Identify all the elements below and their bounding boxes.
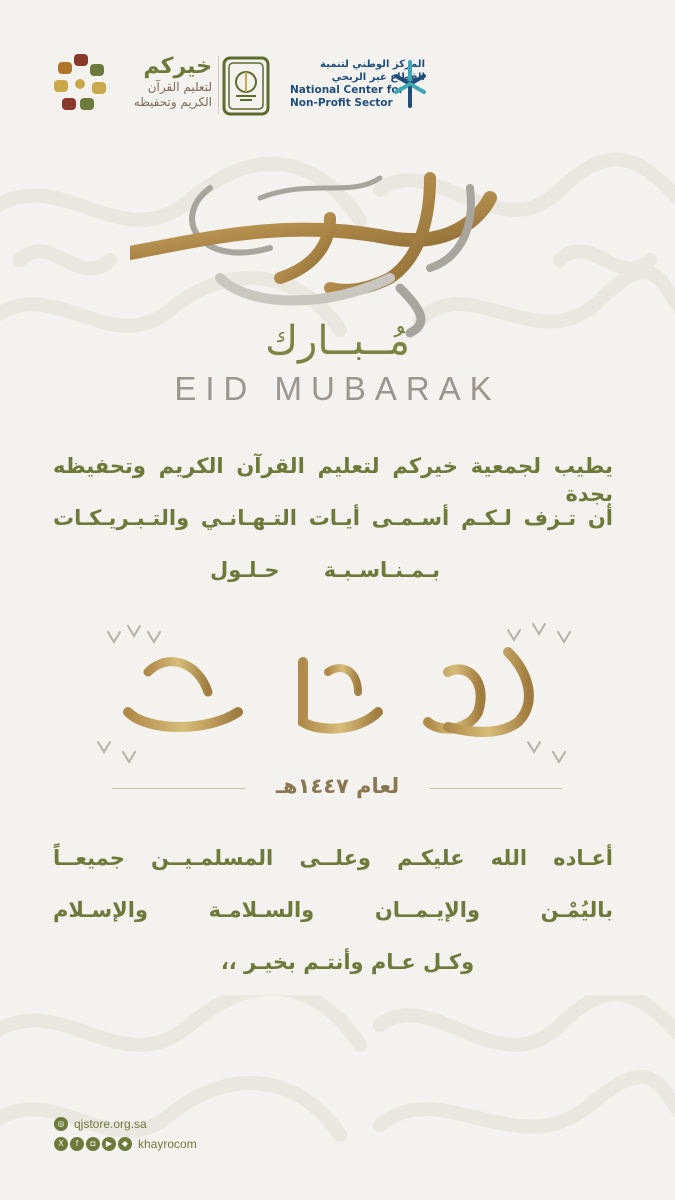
ministry-emblem: [222, 56, 270, 116]
message-line-4: أعـاده الله عليكـم وعلــى المسلمـيــن جميعــاً: [53, 846, 613, 870]
social-row: [54, 1134, 197, 1154]
footer: [54, 1114, 197, 1154]
mubarak-text: مُــبــارك: [265, 318, 410, 364]
ncnp-arabic-line-2: القطاع غير الربحي: [331, 72, 425, 83]
khayrocom-tagline-2: الكريم وتحفيظه: [133, 95, 212, 109]
logo-divider: [218, 56, 219, 114]
khayrocom-logo: [52, 52, 212, 122]
x-icon[interactable]: X: [54, 1137, 68, 1151]
message-line-6: وكـل عـام وأنتـم بخيـر ،،: [220, 950, 475, 974]
ncnp-english-line-2: Non-Profit Sector: [290, 97, 393, 109]
website-link[interactable]: qjstore.org.sa: [74, 1117, 147, 1131]
message-line-5: باليُمْـن والإيـمــان والسـلامـة والإسـلام: [53, 898, 613, 922]
globe-icon: ◎: [54, 1117, 68, 1131]
youtube-icon[interactable]: ▶: [102, 1137, 116, 1151]
facebook-icon[interactable]: f: [70, 1137, 84, 1151]
khayrocom-tagline-1: لتعليم القرآن: [147, 80, 212, 94]
khayrocom-name: خيركم: [143, 54, 212, 79]
instagram-icon[interactable]: ◘: [86, 1137, 100, 1151]
message-line-2: أن تـزف لـكـم أسـمـى أيـات التـهـانـي والتـبـريـكـات: [53, 506, 613, 530]
eid-mubarak-english: EID MUBARAK: [174, 370, 501, 407]
ncnp-english-line-1: National Center for: [290, 84, 404, 96]
website-row[interactable]: [54, 1114, 197, 1134]
eid-calligraphy: [130, 158, 510, 338]
eid-al-fitr-calligraphy: [88, 612, 588, 772]
ministry-emblem-icon: [222, 56, 270, 116]
khayrocom-emblem-icon: [52, 52, 110, 116]
message-line-3: بـمـنـاسـبـة حـلـول: [210, 558, 440, 582]
ncnp-arrows-icon: [390, 58, 430, 110]
ncnp-arabic-line-1: المركز الوطني لتنمية: [320, 59, 425, 70]
year-text: لعام ١٤٤٧هـ: [245, 774, 430, 798]
social-handle[interactable]: khayrocom: [138, 1137, 197, 1151]
message-line-1: يطيب لجمعية خيركم لتعليم القرآن الكريم وتحفيظه بجدة: [53, 454, 613, 506]
snapchat-icon[interactable]: ◆: [118, 1137, 132, 1151]
